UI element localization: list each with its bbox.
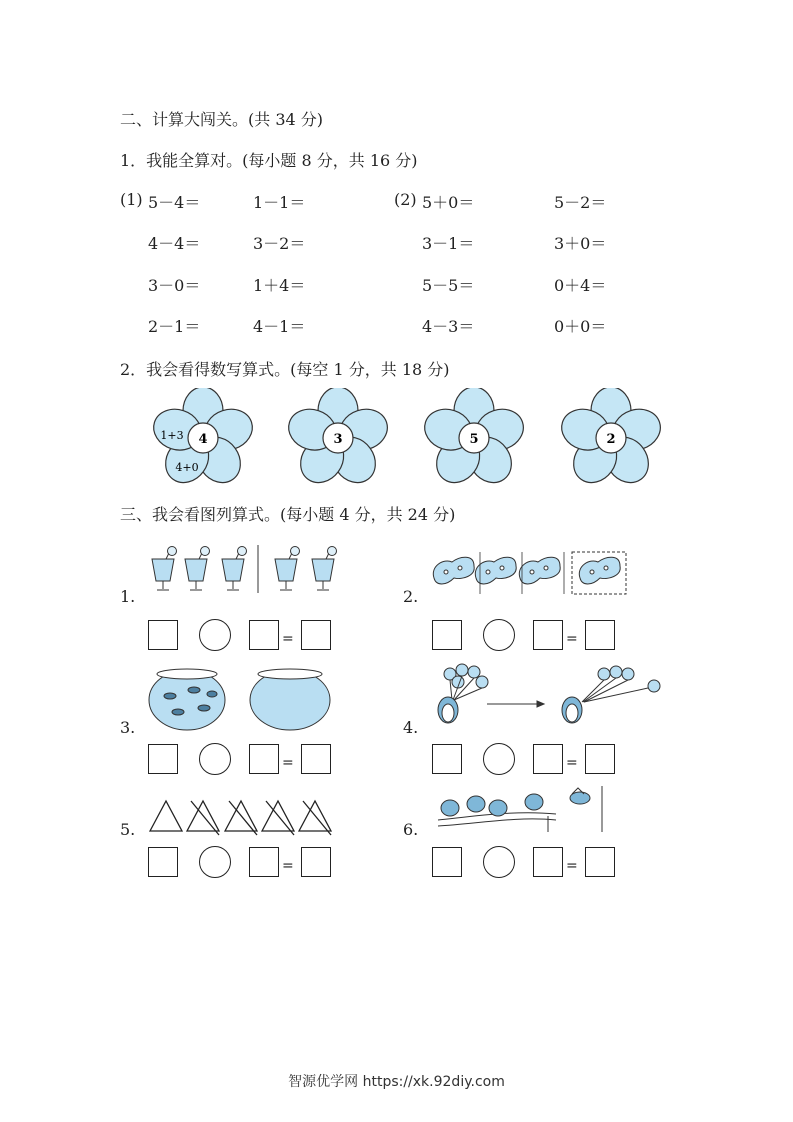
- q1-title: 1．我能全算对。(每小题 8 分，共 16 分): [120, 151, 418, 170]
- answer-box[interactable]: [148, 744, 178, 774]
- operator-circle[interactable]: [199, 619, 231, 651]
- drink-glasses-picture: [148, 545, 348, 597]
- flower-2: [283, 388, 392, 488]
- answer-box[interactable]: [585, 847, 615, 877]
- equation: 5－2＝: [554, 193, 607, 212]
- equation: 3－2＝: [253, 234, 306, 253]
- operator-circle[interactable]: [199, 743, 231, 775]
- answer-box[interactable]: [533, 847, 563, 877]
- answer-box[interactable]: [301, 744, 331, 774]
- flower-center-number: 5: [469, 432, 479, 447]
- answer-box[interactable]: [148, 847, 178, 877]
- equation: 0＋4＝: [554, 276, 607, 295]
- part2-label: (2): [394, 190, 417, 209]
- section2-title: 二、计算大闯关。(共 34 分): [120, 110, 324, 129]
- answer-box[interactable]: [432, 620, 462, 650]
- equation: 5－4＝: [148, 193, 201, 212]
- answer-box[interactable]: [148, 620, 178, 650]
- equation: 4－1＝: [253, 317, 306, 336]
- equals-sign: =: [282, 631, 294, 647]
- penguin-balloons-picture: [432, 660, 672, 730]
- equation: 3－1＝: [422, 234, 475, 253]
- answer-box[interactable]: [249, 847, 279, 877]
- item-label: 2.: [403, 587, 419, 606]
- answer-box[interactable]: [249, 620, 279, 650]
- equation: 5＋0＝: [422, 193, 475, 212]
- footer-watermark: 智源优学网 https://xk.92diy.com: [288, 1074, 505, 1090]
- petal-answer: 1+3: [160, 429, 184, 442]
- triangles-picture: [147, 797, 337, 837]
- equation: 4－4＝: [148, 234, 201, 253]
- answer-box[interactable]: [249, 744, 279, 774]
- flower-center-number: 2: [606, 432, 616, 447]
- operator-circle[interactable]: [199, 846, 231, 878]
- equation: 4－3＝: [422, 317, 475, 336]
- equation: 3＋0＝: [554, 234, 607, 253]
- equals-sign: =: [282, 858, 294, 874]
- answer-box[interactable]: [301, 847, 331, 877]
- part1-label: (1): [120, 190, 143, 209]
- birds-picture: [436, 786, 606, 834]
- fish-bowls-picture: [148, 668, 333, 732]
- item-label: 6.: [403, 820, 419, 839]
- q2-title: 2．我会看得数写算式。(每空 1 分，共 18 分): [120, 360, 450, 379]
- flower-center-number: 3: [333, 432, 343, 447]
- answer-box[interactable]: [533, 744, 563, 774]
- equation: 3－0＝: [148, 276, 201, 295]
- answer-box[interactable]: [432, 744, 462, 774]
- flower-4: [556, 388, 665, 488]
- equation: 5－5＝: [422, 276, 475, 295]
- operator-circle[interactable]: [483, 743, 515, 775]
- section3-title: 三、我会看图列算式。(每小题 4 分，共 24 分): [120, 505, 456, 524]
- item-label: 3.: [120, 718, 136, 737]
- equation: 1＋4＝: [253, 276, 306, 295]
- answer-box[interactable]: [533, 620, 563, 650]
- item-label: 4.: [403, 718, 419, 737]
- equals-sign: =: [282, 755, 294, 771]
- flower-center-number: 4: [198, 432, 208, 447]
- peanuts-picture: [430, 548, 630, 598]
- equals-sign: =: [566, 631, 578, 647]
- item-label: 5.: [120, 820, 136, 839]
- answer-box[interactable]: [301, 620, 331, 650]
- item-label: 1.: [120, 587, 136, 606]
- equals-sign: =: [566, 755, 578, 771]
- equation: 1－1＝: [253, 193, 306, 212]
- equals-sign: =: [566, 858, 578, 874]
- operator-circle[interactable]: [483, 619, 515, 651]
- flower-1: [148, 388, 257, 488]
- flower-3: [419, 388, 528, 488]
- answer-box[interactable]: [585, 744, 615, 774]
- answer-box[interactable]: [432, 847, 462, 877]
- operator-circle[interactable]: [483, 846, 515, 878]
- equation: 2－1＝: [148, 317, 201, 336]
- answer-box[interactable]: [585, 620, 615, 650]
- equation: 0＋0＝: [554, 317, 607, 336]
- flowers-figure: [130, 388, 680, 488]
- petal-answer: 4+0: [175, 461, 199, 474]
